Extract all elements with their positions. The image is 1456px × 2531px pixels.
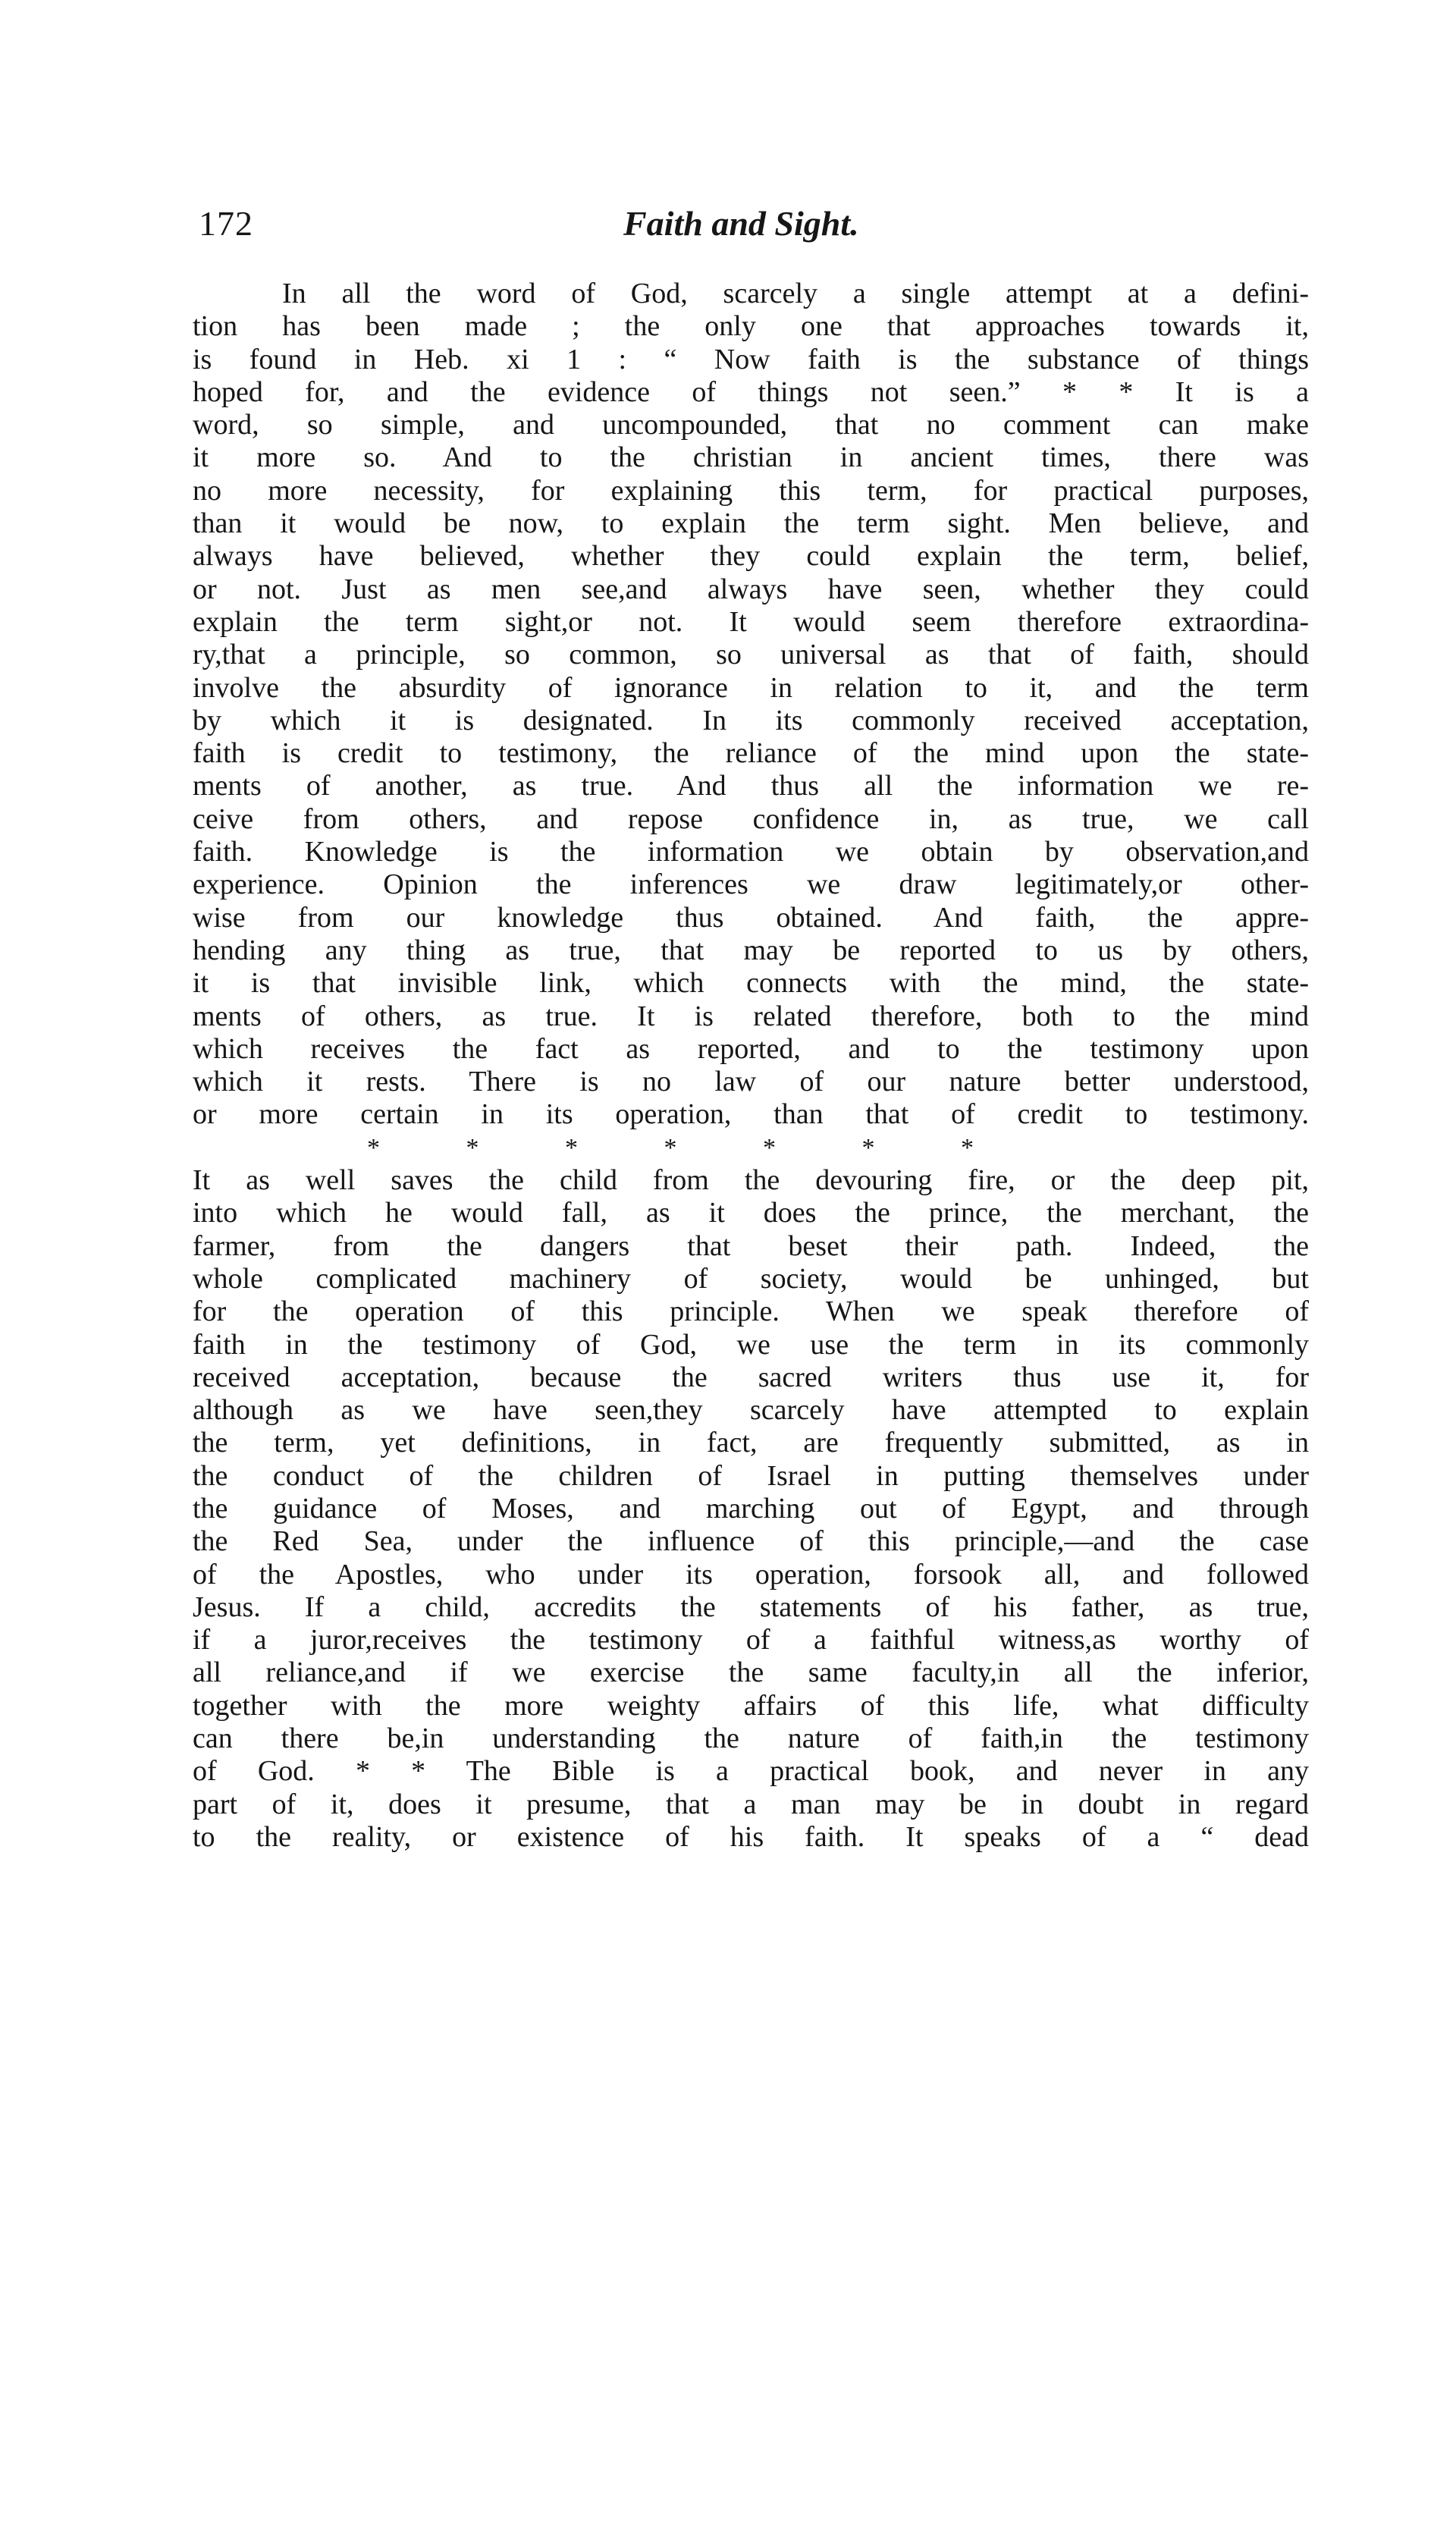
text-line: although as we have seen,they scarcely have attempted to explain — [193, 1394, 1309, 1427]
text-line: It as well saves the child from the devouring fire, or the deep pit, — [193, 1164, 1309, 1197]
text-line: whole complicated machinery of society, would be unhinged, but — [193, 1262, 1309, 1295]
text-line: can there be,in understanding the nature of faith,in the testimony — [193, 1722, 1309, 1755]
text-line: which receives the fact as reported, and to the testimony upon — [193, 1032, 1309, 1065]
text-line: all reliance,and if we exercise the same faculty,in all the inferior, — [193, 1656, 1309, 1689]
asterism-divider: * * * * * * * — [367, 1133, 974, 1162]
text-line: word, so simple, and uncompounded, that no comment can make — [193, 409, 1309, 441]
text-line: hending any thing as true, that may be reported to us by others, — [193, 934, 1309, 966]
text-line: always have believed, whether they could explain the term, belief, — [193, 540, 1309, 573]
text-line: or more certain in its operation, than that of credit to testimony. — [193, 1098, 1309, 1131]
text-line: ments of another, as true. And thus all the information we re- — [193, 770, 1309, 802]
text-line: wise from our knowledge thus obtained. And faith, the appre- — [193, 901, 1309, 934]
text-line: explain the term sight,or not. It would seem therefore extraordina- — [193, 605, 1309, 638]
text-line: to the reality, or existence of his faith. It speaks of a “ dead — [193, 1820, 1309, 1853]
text-line: or not. Just as men see,and always have seen, whether they could — [193, 573, 1309, 605]
text-line: for the operation of this principle. When we speak therefore of — [193, 1295, 1309, 1328]
text-line: received acceptation, because the sacred writers thus use it, for — [193, 1361, 1309, 1393]
text-line: together with the more weighty affairs of this life, what difficulty — [193, 1689, 1309, 1722]
text-line: Jesus. If a child, accredits the statements of his father, as true, — [193, 1591, 1309, 1623]
page-number: 172 — [199, 204, 253, 243]
body-text — [193, 278, 1309, 1854]
text-line: the guidance of Moses, and marching out of Egypt, and through — [193, 1492, 1309, 1525]
text-line: In all the word of God, scarcely a single attempt at a defini- — [282, 278, 1309, 309]
text-line: no more necessity, for explaining this term, for practical purposes, — [193, 474, 1309, 507]
text-line: part of it, does it presume, that a man may be in doubt in regard — [193, 1788, 1309, 1820]
running-title: Faith and Sight. — [623, 204, 859, 243]
text-line: the term, yet definitions, in fact, are frequently submitted, as in — [193, 1427, 1309, 1459]
text-line: ments of others, as true. It is related therefore, both to the mind — [193, 1000, 1309, 1032]
text-line: it more so. And to the christian in ancient times, there was — [193, 441, 1309, 474]
text-line: ceive from others, and repose confidence in, as true, we call — [193, 802, 1309, 835]
text-line: tion has been made ; the only one that approaches towards it, — [193, 310, 1309, 343]
text-line: farmer, from the dangers that beset their path. Indeed, the — [193, 1229, 1309, 1262]
text-line: involve the absurdity of ignorance in relation to it, and the term — [193, 671, 1309, 704]
text-line: the conduct of the children of Israel in putting themselves under — [193, 1459, 1309, 1492]
text-line: than it would be now, to explain the term sight. Men believe, and — [193, 507, 1309, 540]
text-line: ry,that a principle, so common, so universal as that of faith, should — [193, 639, 1309, 671]
text-line: by which it is designated. In its commonly received acceptation, — [193, 704, 1309, 736]
text-line: if a juror,receives the testimony of a faithful witness,as worthy of — [193, 1624, 1309, 1656]
text-line: faith is credit to testimony, the reliance of the mind upon the state- — [193, 737, 1309, 770]
text-line: of God. * * The Bible is a practical book, and never in any — [193, 1755, 1309, 1788]
text-line: the Red Sea, under the influence of this principle,—and the case — [193, 1525, 1309, 1558]
text-line: faith. Knowledge is the information we obtain by observation,and — [193, 836, 1309, 868]
text-line: is found in Heb. xi 1 : “ Now faith is the substance of things — [193, 343, 1309, 375]
text-line: faith in the testimony of God, we use the term in its commonly — [193, 1328, 1309, 1361]
text-line: it is that invisible link, which connects with the mind, the state- — [193, 967, 1309, 1000]
text-line: into which he would fall, as it does the prince, the merchant, the — [193, 1197, 1309, 1229]
page-header — [199, 203, 1306, 249]
text-line: which it rests. There is no law of our nature better understood, — [193, 1066, 1309, 1098]
text-line: hoped for, and the evidence of things not seen.” * * It is a — [193, 375, 1309, 408]
text-line: experience. Opinion the inferences we draw legitimately,or other- — [193, 868, 1309, 901]
text-line: of the Apostles, who under its operation, forsook all, and followed — [193, 1558, 1309, 1591]
